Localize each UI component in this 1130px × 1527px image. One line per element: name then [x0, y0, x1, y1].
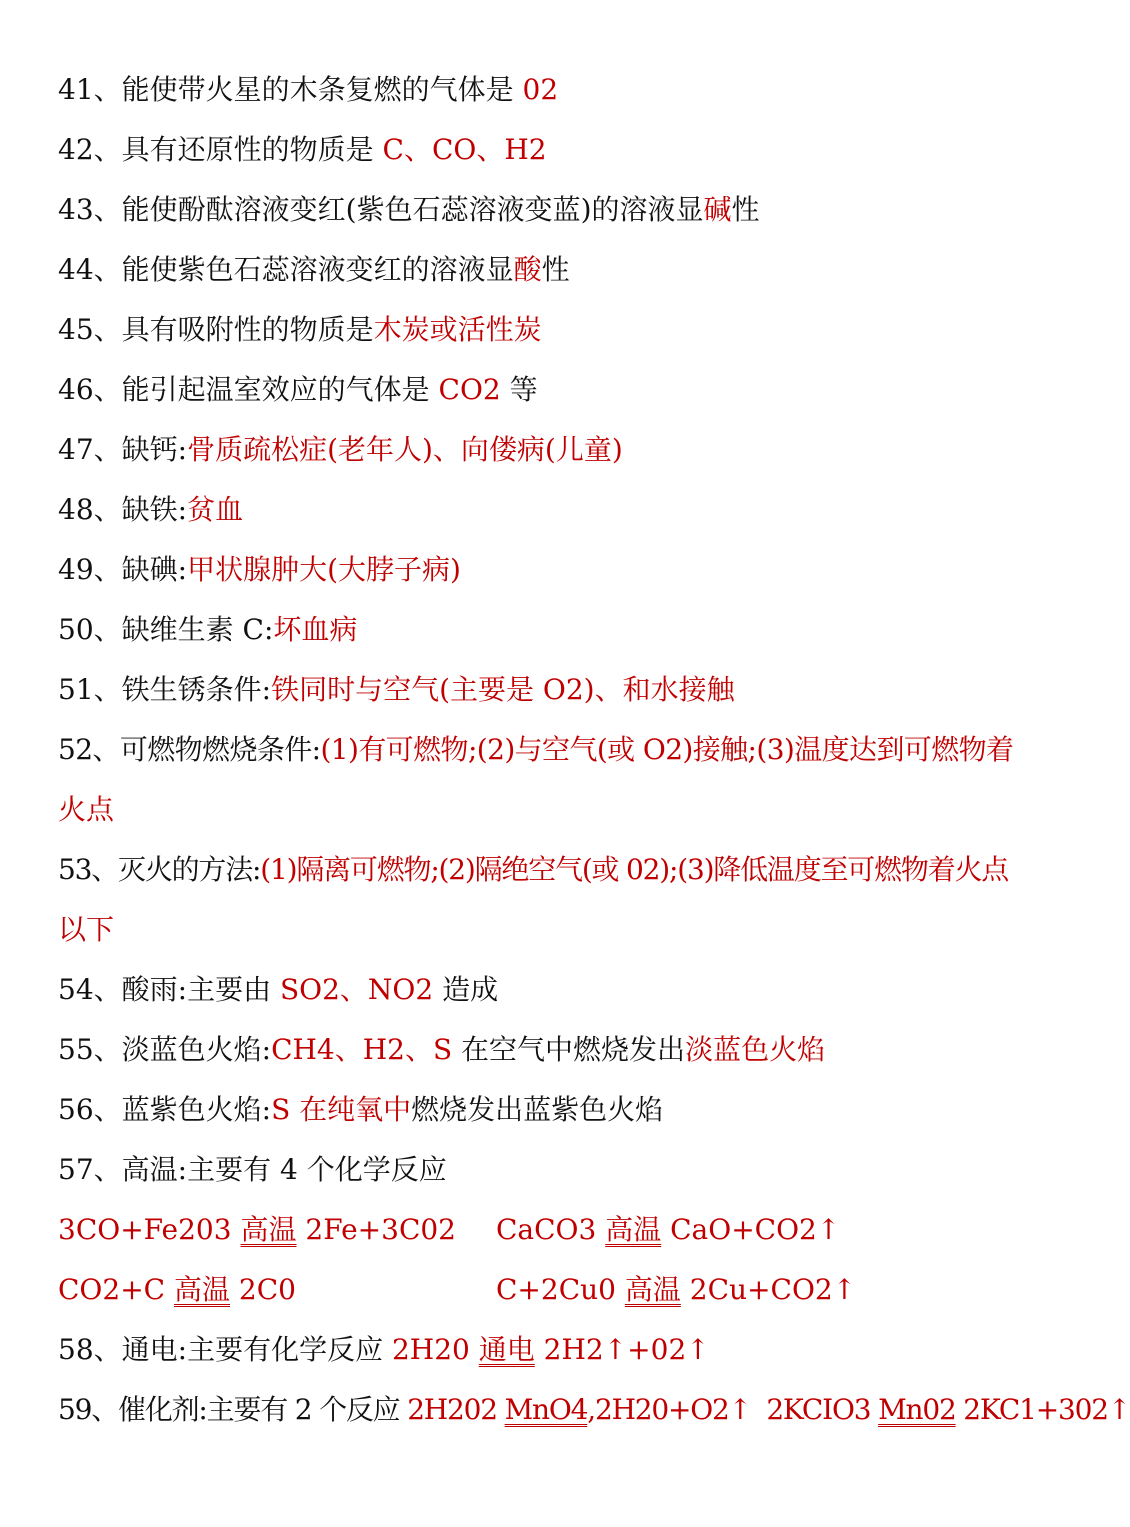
item-41: 41、能使带火星的木条复燃的气体是 02 [58, 73, 559, 106]
reaction-catalyst-1: 2H202 MnO4,2H20+O2↑ [407, 1393, 751, 1426]
item-48: 48、缺铁:贫血 [58, 493, 244, 526]
item-50: 50、缺维生素 C:坏血病 [58, 613, 358, 646]
reaction-electrolysis: 2H20 通电 2H2↑+02↑ [391, 1333, 710, 1366]
item-56: 56、蓝紫色火焰:S 在纯氧中燃烧发出蓝紫色火焰 [58, 1093, 664, 1126]
reaction-catalyst-2: 2KCIO3 Mn02 2KC1+302↑ [750, 1393, 1130, 1426]
item-44: 44、能使紫色石蕊溶液变红的溶液显酸性 [58, 253, 570, 286]
item-53-continuation: 以下 [58, 913, 115, 946]
item-45: 45、具有吸附性的物质是木炭或活性炭 [58, 313, 542, 346]
reaction-3: CO2+C 高温 2C0 [58, 1273, 296, 1306]
item-57: 57、高温:主要有 4 个化学反应 [58, 1153, 447, 1186]
item-58: 58、通电:主要有化学反应 2H20 通电 2H2↑+02↑ [58, 1333, 710, 1366]
item-54: 54、酸雨:主要由 SO2、NO2 造成 [58, 973, 499, 1006]
reaction-2: CaCO3 高温 CaO+CO2↑ [496, 1213, 841, 1246]
item-53: 53、灭火的方法:(1)隔离可燃物;(2)隔绝空气(或 02);(3)降低温度至可燃物着火点 [58, 853, 1009, 886]
reaction-row-1 [58, 1210, 1040, 1250]
reaction-1: 3CO+Fe203 高温 2Fe+3C02 [58, 1213, 456, 1246]
item-52-continuation: 火点 [58, 793, 115, 826]
item-52: 52、可燃物燃烧条件:(1)有可燃物;(2)与空气(或 O2)接触;(3)温度达到可燃物着 [58, 733, 1014, 766]
reaction-4: C+2Cu0 高温 2Cu+CO2↑ [496, 1273, 857, 1306]
item-51: 51、铁生锈条件:铁同时与空气(主要是 O2)、和水接触 [58, 673, 735, 706]
item-47: 47、缺钙:骨质疏松症(老年人)、向偻病(儿童) [58, 433, 623, 466]
item-55: 55、淡蓝色火焰:CH4、H2、S 在空气中燃烧发出淡蓝色火焰 [58, 1033, 826, 1066]
item-42: 42、具有还原性的物质是 C、CO、H2 [58, 133, 547, 166]
item-46: 46、能引起温室效应的气体是 CO2 等 [58, 373, 538, 406]
item-59: 59、催化剂:主要有 2 个反应 2H202 MnO4,2H20+O2↑ 2KCIO3 Mn02 2KC1+302↑ [58, 1393, 1130, 1426]
reaction-row-2 [58, 1270, 1040, 1310]
item-43: 43、能使酚酞溶液变红(紫色石蕊溶液变蓝)的溶液显碱性 [58, 193, 760, 226]
item-49: 49、缺碘:甲状腺肿大(大脖子病) [58, 553, 461, 586]
